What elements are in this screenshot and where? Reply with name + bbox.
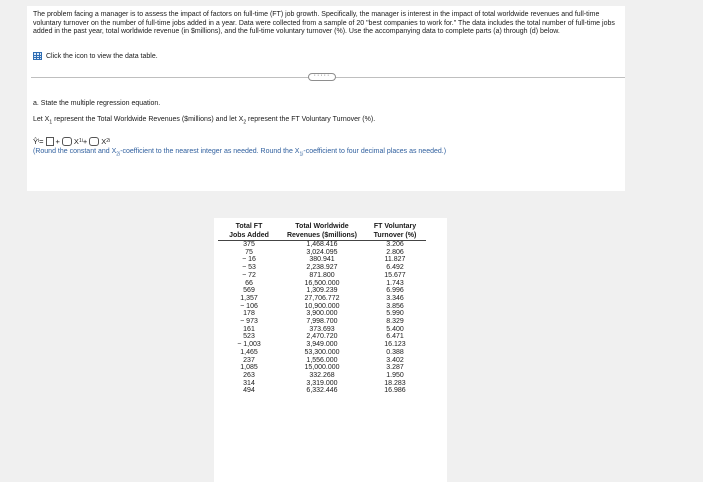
cell-revenues: 1,309.239 [306, 287, 338, 295]
cell-jobs-added: 1,357 [240, 294, 258, 302]
data-table-link[interactable] [33, 51, 158, 61]
cell-jobs-added: 75 [245, 248, 253, 256]
table-row [218, 372, 426, 380]
cell-turnover: 16.986 [384, 387, 406, 395]
data-table-link-label[interactable]: Click the icon to view the data table. [46, 52, 158, 60]
let-text-3: represent the FT Voluntary Turnover (%). [246, 116, 376, 123]
cell-jobs-added: 161 [243, 325, 255, 333]
hint-sub-1: 2i [116, 151, 121, 158]
cell-turnover: 5.400 [386, 325, 404, 333]
expand-more-button[interactable]: ····· [308, 73, 336, 81]
cell-turnover: 6.492 [386, 264, 404, 272]
header-jobs-added-line2: Jobs Added [218, 232, 280, 241]
x1-symbol: X [73, 136, 79, 146]
cell-revenues: 1,556.000 [306, 356, 338, 364]
constant-answer-box[interactable] [46, 137, 54, 146]
rounding-hint [33, 148, 446, 157]
cell-revenues: 3,319.000 [306, 379, 338, 387]
cell-jobs-added: 569 [243, 287, 255, 295]
header-revenues-line2: Revenues ($millions) [280, 232, 364, 241]
header-revenues-line1: Total Worldwide [295, 223, 349, 230]
cell-turnover: 6.996 [386, 287, 404, 295]
cell-revenues: 10,900.000 [304, 302, 340, 310]
table-row [218, 341, 426, 349]
cell-revenues: 2,238.927 [306, 264, 338, 272]
cell-turnover: 8.329 [386, 318, 404, 326]
let-text-1: Let X [33, 116, 50, 123]
variable-definitions [33, 116, 375, 125]
cell-revenues: 332.268 [309, 371, 335, 379]
cell-jobs-added: 178 [243, 310, 255, 318]
cell-jobs-added: 66 [245, 279, 253, 287]
question-panel [27, 6, 625, 191]
cell-turnover: 3.206 [386, 241, 404, 248]
table-row [218, 310, 426, 318]
cell-jobs-added: 1,465 [240, 348, 258, 356]
plus-sign-1: + [55, 136, 60, 146]
cell-jobs-added: 237 [243, 356, 255, 364]
hint-text-2: -coefficient to the nearest integer as needed. Round the X [120, 148, 300, 155]
let-text-2: represent the Total Worldwide Revenues ($millions) and let X [52, 116, 244, 123]
let-sub-1: 1 [49, 119, 53, 126]
cell-jobs-added: − 1,003 [237, 341, 261, 349]
cell-jobs-added: 523 [243, 333, 255, 341]
data-table-icon[interactable] [33, 52, 42, 60]
cell-jobs-added: − 973 [240, 318, 258, 326]
cell-turnover: 3.346 [386, 294, 404, 302]
cell-revenues: 380.941 [309, 256, 335, 264]
table-row [218, 295, 426, 303]
table-row [218, 349, 426, 357]
table-row [218, 387, 426, 395]
cell-jobs-added: 375 [243, 241, 255, 248]
cell-revenues: 2,470.720 [306, 333, 338, 341]
hint-text-3: -coefficient to four decimal places as needed.) [303, 148, 447, 155]
part-a-prompt: a. State the multiple regression equation. [33, 100, 161, 107]
cell-jobs-added: − 106 [240, 302, 258, 310]
cell-turnover: 11.827 [384, 256, 406, 264]
table-row [218, 318, 426, 326]
data-table-panel [214, 218, 447, 482]
hint-text-1: (Round the constant and X [33, 148, 117, 155]
table-row [218, 249, 426, 257]
yhat-symbol: Ŷ [33, 136, 39, 146]
cell-turnover: 6.471 [386, 333, 404, 341]
cell-turnover: 3.287 [386, 364, 404, 372]
cell-turnover: 0.388 [386, 348, 404, 356]
cell-revenues: 6,332.446 [306, 387, 338, 395]
x2-subscript: 2i [106, 138, 111, 144]
cell-revenues: 3,024.095 [306, 248, 338, 256]
cell-jobs-added: − 53 [242, 264, 256, 272]
table-row [218, 272, 426, 280]
cell-turnover: 15.677 [384, 271, 406, 279]
cell-jobs-added: − 16 [242, 256, 256, 264]
table-row [218, 241, 426, 249]
cell-turnover: 5.990 [386, 310, 404, 318]
table-row [218, 357, 426, 365]
cell-jobs-added: 494 [243, 387, 255, 395]
table-row [218, 333, 426, 341]
cell-revenues: 3,900.000 [306, 310, 338, 318]
cell-revenues: 3,949.000 [306, 341, 338, 349]
table-row [218, 264, 426, 272]
problem-statement: The problem facing a manager is to assess the impact of factors on full-time (FT) job growth. Specifically, the manager is interest in the impact of total worldwide revenues and full-time voluntary turnover on the number of full-time jobs added in a year. Data were collected from a sample of 20 "best companies to work for." The data includes the total number of full-time jobs added in the past year, total worldwide revenue (in $millions), and the full-time voluntary turnover (%). Use the accompanying data to complete parts (a) through (d) below. [33, 11, 615, 36]
table-row [218, 256, 426, 264]
x2-coefficient-answer-box[interactable] [89, 137, 99, 146]
cell-turnover: 2.806 [386, 248, 404, 256]
cell-jobs-added: 1,085 [240, 364, 258, 372]
cell-turnover: 3.856 [386, 302, 404, 310]
plus-sign-2: + [82, 136, 88, 146]
cell-jobs-added: 314 [243, 379, 255, 387]
table-row [218, 380, 426, 388]
cell-revenues: 27,706.772 [304, 294, 340, 302]
header-jobs-added-line1: Total FT [235, 223, 263, 230]
table-row [218, 326, 426, 334]
cell-turnover: 1.950 [386, 371, 404, 379]
cell-revenues: 1,468.416 [306, 241, 338, 248]
cell-turnover: 16.123 [384, 341, 406, 349]
cell-turnover: 18.283 [384, 379, 406, 387]
cell-turnover: 3.402 [386, 356, 404, 364]
let-sub-2: 2 [243, 119, 247, 126]
cell-revenues: 871.800 [309, 271, 335, 279]
table-row [218, 287, 426, 295]
cell-revenues: 15,000.000 [304, 364, 340, 372]
x1-subscript: 1i [78, 138, 83, 144]
cell-revenues: 53,300.000 [304, 348, 340, 356]
yhat-subscript: i [38, 138, 40, 144]
table-body [218, 241, 426, 396]
table-row [218, 364, 426, 372]
cell-jobs-added: − 72 [242, 271, 256, 279]
regression-equation [33, 135, 110, 147]
cell-revenues: 16,500.000 [304, 279, 340, 287]
cell-turnover: 1.743 [386, 279, 404, 287]
cell-revenues: 373.693 [309, 325, 335, 333]
table-row [218, 303, 426, 311]
data-table [218, 223, 426, 395]
equals-sign: = [39, 136, 44, 146]
table-row [218, 280, 426, 288]
x2-symbol: X [101, 136, 107, 146]
cell-revenues: 7,998.700 [306, 318, 338, 326]
header-turnover-line2: Turnover (%) [364, 232, 426, 241]
header-turnover-line1: FT Voluntary [373, 223, 417, 230]
hint-sub-2: 1i [299, 151, 304, 158]
x1-coefficient-answer-box[interactable] [62, 137, 72, 146]
cell-jobs-added: 263 [243, 371, 255, 379]
